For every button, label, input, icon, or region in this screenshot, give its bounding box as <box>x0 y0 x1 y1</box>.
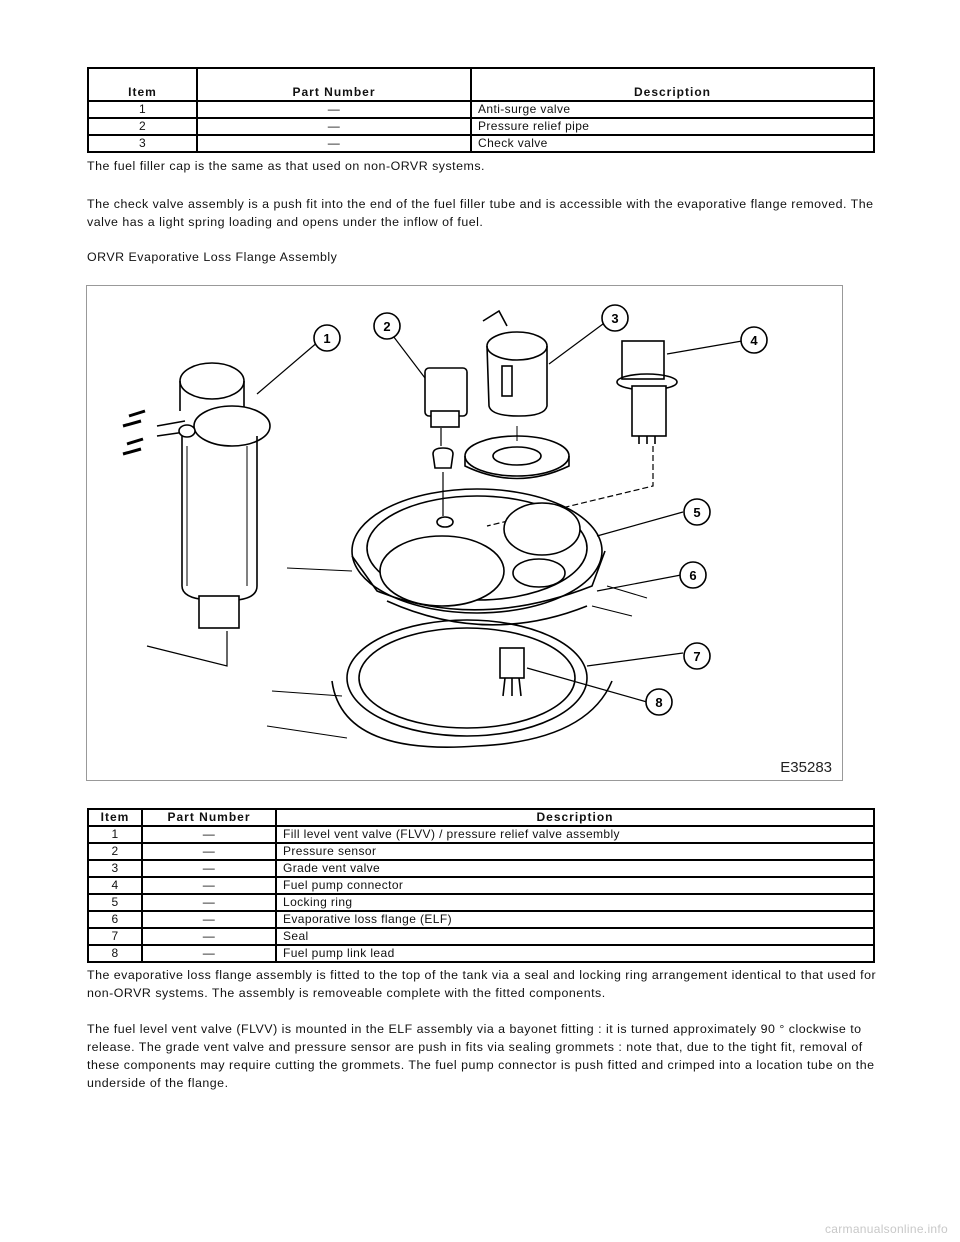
table-row <box>88 843 874 860</box>
callout-4 <box>741 327 767 353</box>
table2-row2-part: — <box>142 843 276 860</box>
table2-header-item: Item <box>88 809 142 826</box>
grade-vent-valve-drawing <box>465 311 569 479</box>
callout-1 <box>314 325 340 351</box>
table1-row1-part: — <box>197 101 471 118</box>
table-row <box>88 118 874 135</box>
table-row <box>88 135 874 152</box>
callout-5 <box>684 499 710 525</box>
callout-3 <box>602 305 628 331</box>
paragraph-elf-assembly: The evaporative loss flange assembly is fitted to the top of the tank via a seal and locking ring arrangement identical to that used for non-ORVR systems. The assembly is removeable complete with the fitted components. <box>87 968 877 1000</box>
table-row <box>88 826 874 843</box>
footer-watermark: carmanualsonline.info <box>824 1222 948 1236</box>
figure-code: E35283 <box>780 759 832 776</box>
table2-header-part-number: Part Number <box>142 809 276 826</box>
table2-row6-item: 6 <box>88 911 142 928</box>
svg-text:5: 5 <box>693 505 701 520</box>
parts-table-1 <box>87 67 875 153</box>
table1-row1-item: 1 <box>88 101 197 118</box>
svg-text:8: 8 <box>655 695 663 710</box>
seal-drawing <box>267 620 612 747</box>
link-lead-drawing <box>500 648 524 696</box>
svg-text:4: 4 <box>750 333 758 348</box>
paragraph-check-valve: The check valve assembly is a push fit into the end of the fuel filler tube and is accessible with the evaporative flange removed. The valve has a light spring loading and opens under the inflow of fuel. <box>87 197 874 229</box>
table1-row3-item: 3 <box>88 135 197 152</box>
svg-text:6: 6 <box>689 568 697 583</box>
table-row <box>88 101 874 118</box>
locking-ring-and-flange-drawing <box>287 489 647 625</box>
flvv-assembly-drawing <box>123 363 270 666</box>
table2-row1-item: 1 <box>88 826 142 843</box>
table2-row6-desc: Evaporative loss flange (ELF) <box>276 911 874 928</box>
table2-row8-item: 8 <box>88 945 142 962</box>
table2-row3-part: — <box>142 860 276 877</box>
table2-row3-item: 3 <box>88 860 142 877</box>
fuel-pump-connector-drawing <box>487 341 677 526</box>
paragraph-filler-cap: The fuel filler cap is the same as that used on non-ORVR systems. <box>87 159 485 173</box>
table1-row2-desc: Pressure relief pipe <box>471 118 874 135</box>
table2-row7-desc: Seal <box>276 928 874 945</box>
table1-row1-desc: Anti-surge valve <box>471 101 874 118</box>
callout-7 <box>684 643 710 669</box>
table2-row4-part: — <box>142 877 276 894</box>
table2-row5-desc: Locking ring <box>276 894 874 911</box>
svg-text:7: 7 <box>693 649 701 664</box>
svg-text:1: 1 <box>323 331 331 346</box>
table2-header-description: Description <box>276 809 874 826</box>
table-row <box>88 894 874 911</box>
table2-row6-part: — <box>142 911 276 928</box>
table1-header-part-number: Part Number <box>197 68 471 101</box>
table1-row2-part: — <box>197 118 471 135</box>
table2-row5-item: 5 <box>88 894 142 911</box>
table2-row3-desc: Grade vent valve <box>276 860 874 877</box>
exploded-diagram <box>86 285 843 781</box>
table2-row5-part: — <box>142 894 276 911</box>
table-row <box>88 911 874 928</box>
table1-row3-part: — <box>197 135 471 152</box>
table1-header-item: Item <box>88 68 197 101</box>
table2-row7-item: 7 <box>88 928 142 945</box>
section-heading-elf-assembly: ORVR Evaporative Loss Flange Assembly <box>87 250 338 264</box>
table2-row7-part: — <box>142 928 276 945</box>
parts-table-2 <box>87 808 875 963</box>
table-row <box>88 928 874 945</box>
svg-text:3: 3 <box>611 311 619 326</box>
svg-text:2: 2 <box>383 319 391 334</box>
table1-header-description: Description <box>471 68 874 101</box>
table-row <box>88 945 874 962</box>
exploded-diagram-svg <box>87 286 842 780</box>
table2-row4-desc: Fuel pump connector <box>276 877 874 894</box>
table2-row4-item: 4 <box>88 877 142 894</box>
table2-row1-part: — <box>142 826 276 843</box>
table-row <box>88 860 874 877</box>
table2-row1-desc: Fill level vent valve (FLVV) / pressure relief valve assembly <box>276 826 874 843</box>
table2-row8-desc: Fuel pump link lead <box>276 945 874 962</box>
leader-lines <box>257 321 742 702</box>
table-row <box>88 877 874 894</box>
table1-row3-desc: Check valve <box>471 135 874 152</box>
paragraph-flvv-mounting: The fuel level vent valve (FLVV) is mounted in the ELF assembly via a bayonet fitting : it is turned approximately 90 ° clockwise to release. The grade vent valve and pressure sensor are push in fits via sealing grommets : note that, due to the tight fit, removal of these components may require cutting the grommets. The fuel pump connector is push fitted and crimped into a location tube on the underside of the flange. <box>87 1022 875 1090</box>
callout-8 <box>646 689 672 715</box>
table1-row2-item: 2 <box>88 118 197 135</box>
table2-row8-part: — <box>142 945 276 962</box>
pressure-sensor-drawing <box>425 368 467 527</box>
callout-2 <box>374 313 400 339</box>
table2-row2-item: 2 <box>88 843 142 860</box>
table2-row2-desc: Pressure sensor <box>276 843 874 860</box>
callout-6 <box>680 562 706 588</box>
